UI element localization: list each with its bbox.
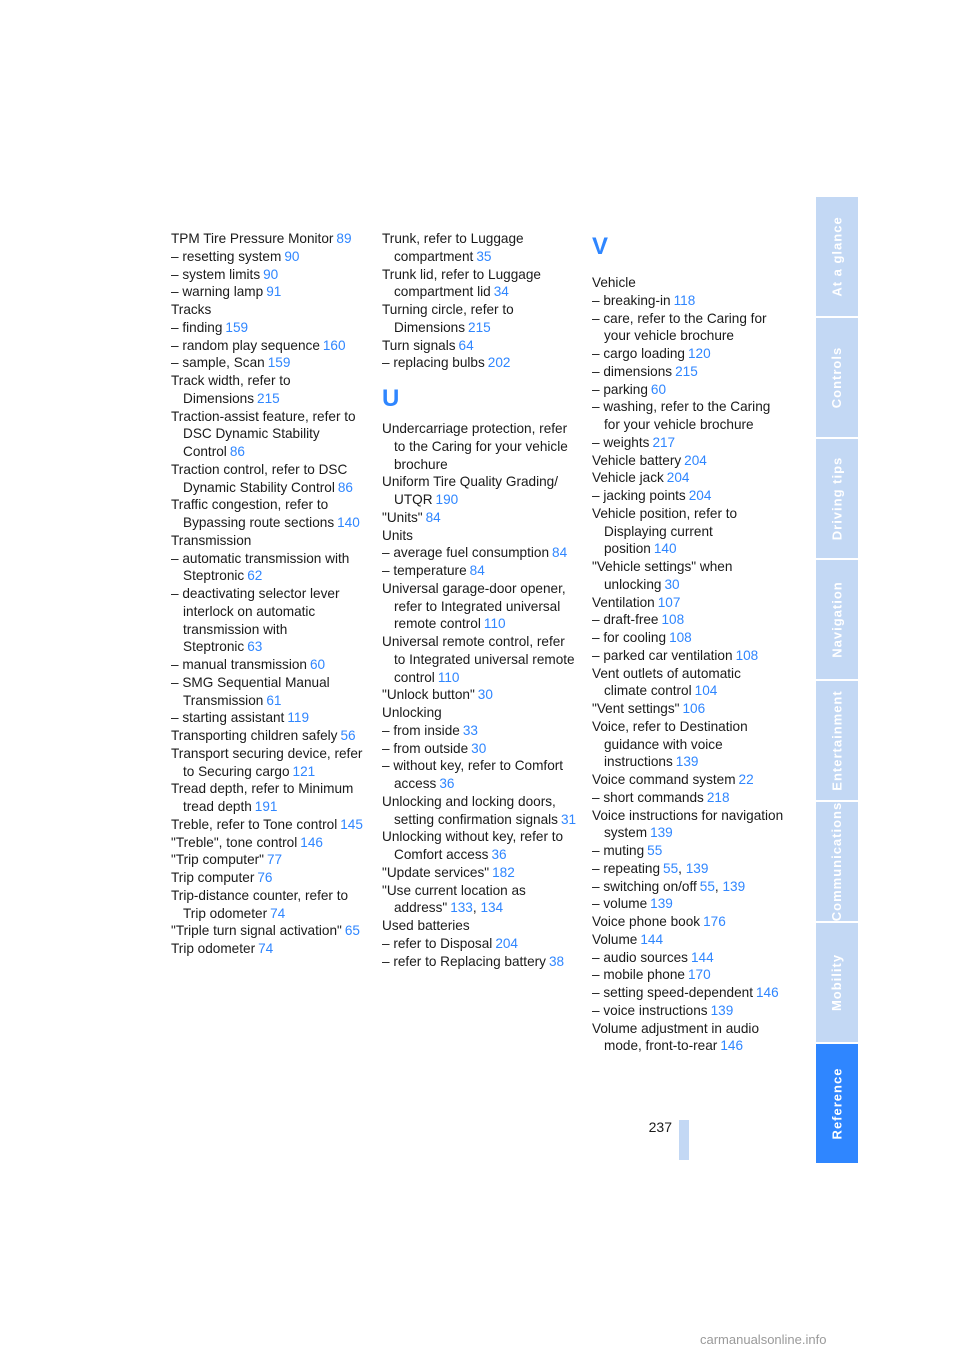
- index-entry: [171, 337, 366, 355]
- index-entry: [171, 408, 366, 461]
- index-entry: [382, 793, 577, 829]
- index-entry: [171, 550, 366, 586]
- index-letter-heading: V: [592, 233, 609, 260]
- section-tab-communications[interactable]: [816, 802, 858, 921]
- page-reference-link[interactable]: 36: [439, 776, 455, 791]
- index-entry: [171, 532, 366, 550]
- index-entry: [592, 931, 787, 949]
- index-entry-text: Voice instructions for navigation system: [592, 807, 784, 841]
- page-reference-link[interactable]: 139: [722, 878, 746, 894]
- section-tabs: [816, 197, 858, 1161]
- index-entry: [592, 611, 787, 629]
- index-entry-text: Turn signals: [382, 337, 456, 353]
- index-entry-text: – automatic transmission with Steptronic: [171, 550, 350, 584]
- page-reference-link[interactable]: 159: [225, 319, 249, 335]
- index-entry-text: "Vehicle settings" when unlocking: [592, 559, 733, 592]
- page-reference-link[interactable]: 33: [462, 722, 478, 738]
- page-reference-link[interactable]: 90: [263, 266, 279, 282]
- index-entry-text: – for cooling: [592, 630, 667, 645]
- index-entry: [592, 789, 787, 807]
- section-tab-label: Mobility: [829, 953, 845, 1012]
- index-entry-text: – breaking-in: [592, 292, 671, 308]
- index-entry: [592, 718, 787, 771]
- index-entry: [382, 935, 577, 953]
- index-entry-text: Tracks: [171, 302, 212, 317]
- index-entry-text: Voice, refer to Destination guidance with voice instructions: [592, 718, 748, 770]
- index-entry: [592, 398, 787, 434]
- page-reference-link[interactable]: 36: [491, 847, 507, 862]
- page-ref-separator: ,: [714, 878, 723, 894]
- index-entry-text: – manual transmission: [171, 657, 307, 672]
- page-reference-link[interactable]: 176: [703, 914, 726, 929]
- index-entry: [592, 647, 787, 665]
- index-entry: [592, 1020, 787, 1056]
- index-entry-text: Vehicle: [592, 275, 636, 290]
- index-entry-text: – deactivating selector lever interlock on automatic transmission with Steptronic: [171, 586, 340, 655]
- section-tab-at-a-glance[interactable]: [816, 197, 858, 316]
- index-entry-text: Trip odometer: [171, 941, 256, 956]
- index-entry: [382, 473, 577, 509]
- index-entry-text: Used batteries: [382, 918, 470, 933]
- index-entry-text: – draft-free: [592, 612, 659, 628]
- index-entry: [382, 562, 577, 580]
- index-entry: [171, 301, 366, 319]
- index-entry: [382, 953, 577, 971]
- index-entry-text: Traction-assist feature, refer to DSC Dynamic Stability Control: [171, 408, 356, 459]
- index-entry: [171, 745, 366, 781]
- page-reference-link[interactable]: 55: [647, 843, 663, 858]
- page-reference-link[interactable]: 34: [493, 284, 509, 300]
- page-reference-link[interactable]: 90: [284, 248, 300, 264]
- page-reference-link[interactable]: 35: [476, 248, 492, 264]
- index-entry: [171, 727, 366, 745]
- index-entry-text: – finding: [171, 319, 223, 335]
- index-entry-text: "Trip computer": [171, 852, 264, 868]
- index-entry: [171, 922, 366, 940]
- page-reference-link[interactable]: 30: [477, 687, 493, 703]
- index-entry: [382, 864, 577, 882]
- page-reference-link[interactable]: 110: [483, 616, 506, 632]
- index-entry-text: Trunk, refer to Luggage compartment: [382, 231, 524, 264]
- page-ref-separator: ,: [472, 900, 481, 916]
- index-entry: [382, 527, 577, 545]
- index-entry: [171, 887, 366, 923]
- index-entry-text: Treble, refer to Tone control: [171, 816, 338, 832]
- index-entry-text: Traffic congestion, refer to Bypassing route sections: [171, 497, 335, 530]
- index-entry: [171, 656, 366, 674]
- index-entry: [171, 585, 366, 656]
- index-entry: [592, 807, 787, 843]
- page-reference-link[interactable]: 120: [687, 346, 711, 361]
- index-entry: [382, 509, 577, 527]
- index-entry: [382, 722, 577, 740]
- index-entry-text: Unlocking and locking doors, setting confirmation signals: [382, 793, 558, 827]
- index-entry: [592, 469, 787, 487]
- index-entry-text: – dimensions: [592, 363, 673, 379]
- index-entry: [382, 420, 577, 473]
- page-reference-link[interactable]: 139: [710, 1002, 734, 1018]
- page-reference-link[interactable]: 204: [666, 470, 690, 486]
- index-entry: [171, 709, 366, 727]
- index-entry-text: Unlocking without key, refer to Comfort access: [382, 829, 564, 862]
- index-entry: [592, 913, 787, 931]
- index-entry: [382, 354, 577, 372]
- index-entry: [171, 851, 366, 869]
- index-entry: [592, 771, 787, 789]
- index-entry: [382, 230, 577, 266]
- index-entry: [171, 230, 366, 248]
- page-reference-link[interactable]: 30: [664, 576, 680, 592]
- index-entry-text: Trunk lid, refer to Luggage compartment lid: [382, 266, 541, 300]
- index-entry: [592, 895, 787, 913]
- page-reference-link[interactable]: 91: [266, 284, 282, 300]
- index-entry-text: Units: [382, 527, 413, 543]
- index-entry-text: – replacing bulbs: [382, 355, 485, 371]
- page-reference-link[interactable]: 202: [487, 355, 511, 371]
- watermark: carmanualsonline.info: [700, 1332, 827, 1347]
- page-reference-link[interactable]: 191: [254, 799, 278, 814]
- index-entry: [592, 434, 787, 452]
- index-entry-text: – setting speed-dependent: [592, 985, 753, 1000]
- index-entry: [171, 869, 366, 887]
- page-reference-link[interactable]: 139: [650, 825, 673, 841]
- index-entry: [382, 917, 577, 935]
- page-reference-link[interactable]: 104: [694, 683, 718, 699]
- page-reference-link[interactable]: 139: [650, 896, 673, 912]
- index-entry-text: "Triple turn signal activation": [171, 923, 342, 939]
- index-entry-text: – jacking points: [592, 488, 686, 503]
- section-tab-label: Driving tips: [829, 456, 845, 541]
- index-entry-text: – mobile phone: [592, 967, 685, 983]
- page-reference-link[interactable]: 65: [344, 923, 360, 939]
- section-tab-label: Navigation: [829, 581, 845, 658]
- index-entry: [592, 949, 787, 967]
- section-tab-navigation[interactable]: [816, 560, 858, 679]
- page-reference-link[interactable]: 38: [548, 953, 565, 969]
- page-reference-link[interactable]: 62: [247, 568, 263, 584]
- index-entry: [382, 740, 577, 758]
- index-entry-text: Uniform Tire Quality Grading/ UTQR: [382, 474, 559, 507]
- page-reference-link[interactable]: 204: [688, 488, 712, 503]
- section-tab-driving-tips[interactable]: [816, 439, 858, 558]
- index-entry-text: Transport securing device, refer to Securing cargo: [171, 745, 363, 779]
- index-entry-text: Voice phone book: [592, 914, 701, 929]
- section-tab-controls[interactable]: [816, 318, 858, 437]
- page-reference-link[interactable]: 55: [663, 860, 679, 876]
- section-tab-label: Controls: [829, 346, 845, 409]
- index-entry: [171, 940, 366, 958]
- index-entry-text: Voice command system: [592, 772, 736, 787]
- page-reference-link[interactable]: 204: [495, 935, 518, 951]
- index-entry: [592, 878, 787, 896]
- index-entry-text: Tread depth, refer to Minimum tread depth: [171, 781, 354, 814]
- index-entry: [171, 266, 366, 284]
- index-entry: [592, 594, 787, 612]
- index-letter-heading: U: [382, 385, 400, 412]
- page-reference-link[interactable]: 144: [690, 949, 714, 965]
- index-entry-text: Unlocking: [382, 705, 442, 720]
- index-entry-text: Vehicle jack: [592, 470, 664, 486]
- page-number-bar: [679, 1120, 689, 1160]
- index-entry: [382, 301, 577, 337]
- page-reference-link[interactable]: 121: [292, 763, 316, 779]
- index-entry-text: "Use current location as address": [382, 882, 526, 916]
- index-entry-text: Transmission: [171, 532, 252, 548]
- page-reference-link[interactable]: 30: [471, 740, 487, 756]
- index-entry-text: Volume: [592, 931, 638, 947]
- page-reference-link[interactable]: 55: [699, 878, 715, 894]
- index-entry-text: – weights: [592, 434, 650, 450]
- index-entry-text: Vehicle position, refer to Displaying current position: [592, 505, 738, 557]
- page-reference-link[interactable]: 108: [661, 612, 685, 628]
- index-entry-text: Track width, refer to Dimensions: [171, 373, 291, 406]
- page-reference-link[interactable]: 56: [340, 728, 356, 743]
- page-reference-link[interactable]: 190: [435, 492, 459, 507]
- page-reference-link[interactable]: 84: [469, 563, 485, 578]
- index-column-2: [382, 230, 577, 970]
- index-entry: [592, 310, 787, 346]
- index-entry-text: TPM Tire Pressure Monitor: [171, 231, 334, 246]
- page-reference-link[interactable]: 204: [684, 452, 707, 468]
- index-entry-text: "Units": [382, 509, 423, 525]
- page-reference-link[interactable]: 63: [247, 639, 263, 655]
- page-reference-link[interactable]: 84: [552, 545, 568, 561]
- index-entry-text: Universal garage-door opener, refer to Integrated universal remote control: [382, 580, 566, 632]
- page-reference-link[interactable]: 84: [425, 509, 441, 525]
- page-reference-link[interactable]: 134: [480, 900, 504, 916]
- index-entry: [171, 816, 366, 834]
- section-tab-mobility[interactable]: [816, 923, 858, 1042]
- index-entry: [171, 372, 366, 408]
- index-entry: [592, 363, 787, 381]
- index-entry-text: – parked car ventilation: [592, 647, 733, 663]
- index-entry: [592, 860, 787, 878]
- index-entry: [171, 283, 366, 301]
- index-entry-text: – SMG Sequential Manual Transmission: [171, 674, 330, 708]
- index-entry-text: – refer to Replacing battery: [382, 953, 546, 969]
- index-entry-text: – muting: [592, 843, 645, 858]
- index-entry-text: "Update services": [382, 864, 490, 880]
- index-entry-text: – random play sequence: [171, 337, 320, 353]
- page-reference-link[interactable]: 86: [229, 444, 245, 459]
- index-entry-text: Volume adjustment in audio mode, front-to-rear: [592, 1020, 760, 1054]
- page-reference-link[interactable]: 170: [687, 967, 711, 983]
- index-entry-text: Turning circle, refer to Dimensions: [382, 302, 514, 335]
- index-entry: [171, 674, 366, 710]
- page-reference-link[interactable]: 108: [735, 647, 759, 663]
- index-entry-text: – cargo loading: [592, 346, 685, 361]
- section-tab-label: Reference: [829, 1067, 845, 1140]
- page-number: 237: [648, 1119, 672, 1135]
- section-tab-label: Entertainment: [829, 690, 845, 791]
- index-entry: [171, 248, 366, 266]
- page-reference-link[interactable]: 140: [653, 541, 677, 557]
- page-reference-link[interactable]: 139: [675, 754, 699, 770]
- page-reference-link[interactable]: 89: [336, 231, 352, 246]
- index-entry: [171, 780, 366, 816]
- index-entry: [592, 487, 787, 505]
- index-entry-text: Traction control, refer to DSC Dynamic Stability Control: [171, 461, 348, 495]
- page-reference-link[interactable]: 146: [720, 1038, 744, 1054]
- page-reference-link[interactable]: 146: [756, 985, 779, 1000]
- section-tab-reference[interactable]: [816, 1044, 858, 1163]
- index-entry-text: – parking: [592, 381, 648, 397]
- page-reference-link[interactable]: 106: [682, 701, 706, 716]
- index-entry-text: – washing, refer to the Caring for your vehicle brochure: [592, 399, 771, 432]
- index-entry-text: – temperature: [382, 563, 467, 578]
- page-reference-link[interactable]: 146: [300, 834, 323, 850]
- index-entry: [592, 966, 787, 984]
- index-entry: [382, 580, 577, 633]
- index-entry: [171, 354, 366, 372]
- index-entry: [592, 274, 787, 292]
- page-reference-link[interactable]: 119: [287, 710, 310, 726]
- index-entry-text: – short commands: [592, 789, 704, 805]
- page-reference-link[interactable]: 145: [340, 816, 363, 832]
- index-entry-text: Transporting children safely: [171, 728, 338, 743]
- index-entry-text: – refer to Disposal: [382, 935, 493, 951]
- index-entry: [382, 686, 577, 704]
- index-entry-text: "Treble", tone control: [171, 834, 298, 850]
- index-entry-text: – warning lamp: [171, 284, 264, 300]
- page-reference-link[interactable]: 215: [257, 390, 280, 406]
- page-reference-link[interactable]: 60: [310, 657, 326, 672]
- page-reference-link[interactable]: 215: [468, 319, 491, 335]
- page-reference-link[interactable]: 217: [652, 434, 676, 450]
- page-reference-link[interactable]: 31: [560, 811, 577, 827]
- index-entry: [592, 629, 787, 647]
- page-reference-link[interactable]: 77: [267, 852, 283, 868]
- index-entry-text: "Unlock button": [382, 687, 475, 703]
- index-entry-text: Undercarriage protection, refer to the Caring for your vehicle brochure: [382, 421, 568, 472]
- page-reference-link[interactable]: 139: [685, 860, 709, 876]
- section-tab-label: Communications: [829, 801, 845, 922]
- index-entry-text: "Vent settings": [592, 701, 680, 716]
- index-entry: [592, 345, 787, 363]
- page-reference-link[interactable]: 160: [322, 337, 346, 353]
- page-reference-link[interactable]: 107: [657, 594, 681, 610]
- page-reference-link[interactable]: 140: [337, 515, 360, 530]
- page-reference-link[interactable]: 144: [640, 931, 664, 947]
- page-reference-link[interactable]: 60: [650, 381, 667, 397]
- index-entry: [382, 882, 577, 918]
- index-entry-text: Trip-distance counter, refer to Trip odometer: [171, 887, 349, 921]
- page-ref-separator: ,: [678, 860, 686, 876]
- page-reference-link[interactable]: 133: [450, 900, 473, 916]
- index-column-3: [592, 230, 787, 1055]
- index-entry: [171, 496, 366, 532]
- page-reference-link[interactable]: 118: [673, 292, 696, 308]
- index-entry-text: – volume: [592, 896, 648, 912]
- index-entry: [592, 984, 787, 1002]
- index-entry-text: – sample, Scan: [171, 355, 265, 371]
- page-reference-link[interactable]: 64: [458, 337, 474, 353]
- index-entry: [592, 842, 787, 860]
- index-entry: [592, 665, 787, 701]
- index-entry: [382, 757, 577, 793]
- index-entry-text: Ventilation: [592, 594, 655, 610]
- index-entry-text: – voice instructions: [592, 1002, 708, 1018]
- index-entry-text: – average fuel consumption: [382, 545, 550, 561]
- page-reference-link[interactable]: 76: [257, 870, 273, 885]
- index-entry: [592, 1002, 787, 1020]
- index-entry: [382, 544, 577, 562]
- index-entry: [171, 834, 366, 852]
- page-reference-link[interactable]: 61: [266, 692, 282, 708]
- index-entry-text: – system limits: [171, 266, 261, 282]
- index-entry-text: Trip computer: [171, 870, 255, 885]
- index-entry: [382, 828, 577, 864]
- index-entry-text: – care, refer to the Caring for your vehicle brochure: [592, 310, 767, 344]
- index-entry: [592, 700, 787, 718]
- section-tab-entertainment[interactable]: [816, 681, 858, 800]
- page-reference-link[interactable]: 74: [270, 905, 286, 921]
- page-reference-link[interactable]: 108: [669, 630, 692, 645]
- index-entry-text: Vehicle battery: [592, 452, 682, 468]
- index-entry: [382, 266, 577, 302]
- index-entry: [592, 381, 787, 399]
- index-entry: [592, 292, 787, 310]
- index-entry-text: Vent outlets of automatic climate control: [592, 665, 741, 699]
- index-entry: [382, 704, 577, 722]
- page-reference-link[interactable]: 218: [706, 789, 730, 805]
- index-entry: [592, 558, 787, 594]
- page-reference-link[interactable]: 182: [492, 864, 515, 880]
- page-reference-link[interactable]: 86: [337, 479, 353, 495]
- page-reference-link[interactable]: 110: [437, 669, 460, 685]
- index-entry-text: – from outside: [382, 740, 469, 756]
- index-entry: [171, 319, 366, 337]
- index-entry-text: – switching on/off: [592, 878, 697, 894]
- index-entry-text: – audio sources: [592, 949, 688, 965]
- index-entry: [382, 633, 577, 686]
- index-entry: [592, 452, 787, 470]
- page-reference-link[interactable]: 159: [267, 355, 291, 371]
- index-entry-text: – from inside: [382, 722, 460, 738]
- page-reference-link[interactable]: 74: [258, 941, 274, 956]
- index-entry-text: – without key, refer to Comfort access: [382, 758, 564, 791]
- section-tab-label: At a glance: [829, 216, 845, 297]
- index-entry-text: Universal remote control, refer to Integrated universal remote control: [382, 634, 575, 685]
- index-entry: [171, 461, 366, 497]
- index-column-1: [171, 230, 366, 958]
- index-entry-text: – resetting system: [171, 248, 282, 264]
- index-entry-text: – repeating: [592, 860, 661, 876]
- index-entry-text: – starting assistant: [171, 710, 285, 726]
- index-entry: [592, 505, 787, 558]
- page-reference-link[interactable]: 215: [675, 363, 698, 379]
- page-reference-link[interactable]: 22: [738, 772, 754, 787]
- index-entry: [382, 337, 577, 355]
